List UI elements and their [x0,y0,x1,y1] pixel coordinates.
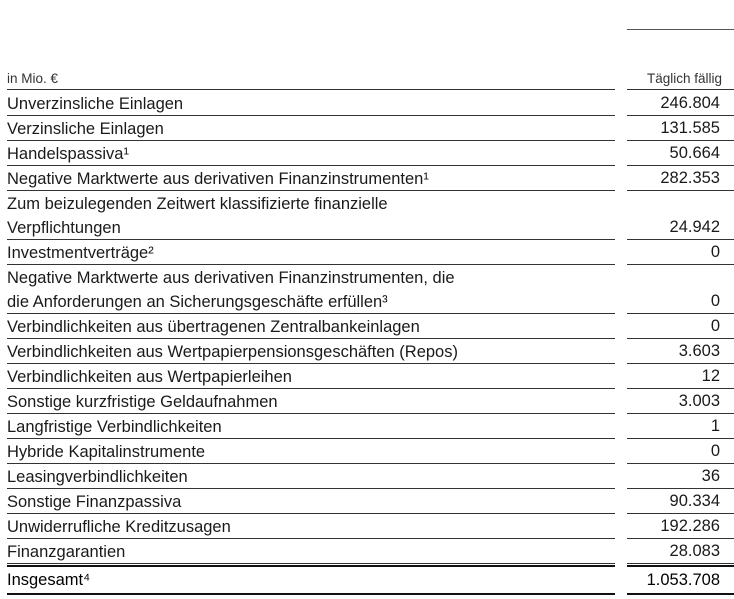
table-row [7,414,734,439]
row-label: Negative Marktwerte aus derivativen Finanzinstrumenten, die die Anforderungen an Sicherungsgeschäfte erfüllen³ [7,269,455,311]
row-label: Unverzinsliche Einlagen [7,95,184,113]
row-label: Unwiderrufliche Kreditzusagen [7,518,231,536]
table-row [7,514,734,539]
row-value: 246.804 [660,94,720,112]
row-label: Investmentverträge² [7,244,154,262]
table-row [7,464,734,489]
column-header-top-rule [627,29,734,30]
row-value: 90.334 [669,492,720,510]
row-value: 282.353 [660,169,720,187]
row-label: Sonstige kurzfristige Geldaufnahmen [7,393,278,411]
header-rule-right [627,89,734,90]
total-bottom-rule-left [7,593,615,595]
row-value: 192.286 [660,517,720,535]
table-row [7,314,734,339]
row-value: 36 [701,467,720,485]
row-value: 131.585 [660,119,720,137]
row-value: 0 [710,442,720,460]
row-label: Verbindlichkeiten aus Wertpapierpensionsgeschäften (Repos) [7,343,458,361]
row-label: Verbindlichkeiten aus übertragenen Zentralbankeinlagen [7,318,420,336]
total-value: 1.053.708 [646,571,720,589]
row-label: Negative Marktwerte aus derivativen Finanzinstrumenten¹ [7,170,429,188]
row-label: Zum beizulegenden Zeitwert klassifizierte finanzielle Verpflichtungen [7,195,388,237]
table-row [7,539,734,564]
row-label: Handelspassiva¹ [7,145,129,163]
table-row [7,489,734,514]
table-row [7,116,734,141]
row-value: 0 [710,243,720,261]
row-label: Hybride Kapitalinstrumente [7,443,206,461]
row-value: 0 [710,317,720,335]
row-label: Verbindlichkeiten aus Wertpapierleihen [7,368,292,386]
row-rule-left [7,563,615,564]
row-value: 3.003 [678,392,720,410]
table-row [7,389,734,414]
header-rule-left [7,89,615,90]
row-value: 50.664 [669,144,720,162]
total-bottom-rule-right [627,593,734,595]
row-value: 28.083 [669,542,720,560]
row-value: 24.942 [669,218,720,236]
table-header [7,70,734,90]
row-value: 12 [701,367,720,385]
unit-label: in Mio. € [7,71,59,86]
row-value: 1 [710,417,720,435]
row-value: 0 [710,292,720,310]
table-row [7,240,734,265]
row-value: 3.603 [678,342,720,360]
row-label: Langfristige Verbindlichkeiten [7,418,222,436]
row-label: Leasingverbindlichkeiten [7,468,188,486]
table-row [7,339,734,364]
table-row [7,364,734,389]
table-row [7,191,734,240]
table-row [7,439,734,464]
liabilities-table [7,91,734,564]
table-row [7,91,734,116]
table-row [7,265,734,314]
row-label: Verzinsliche Einlagen [7,120,164,138]
row-rule-right [627,563,734,564]
row-label: Finanzgarantien [7,543,126,561]
total-row [7,567,734,593]
total-label: Insgesamt⁴ [7,571,91,589]
column-header-daily: Täglich fällig [646,71,722,86]
table-row [7,166,734,191]
table-row [7,141,734,166]
row-label: Sonstige Finanzpassiva [7,493,182,511]
